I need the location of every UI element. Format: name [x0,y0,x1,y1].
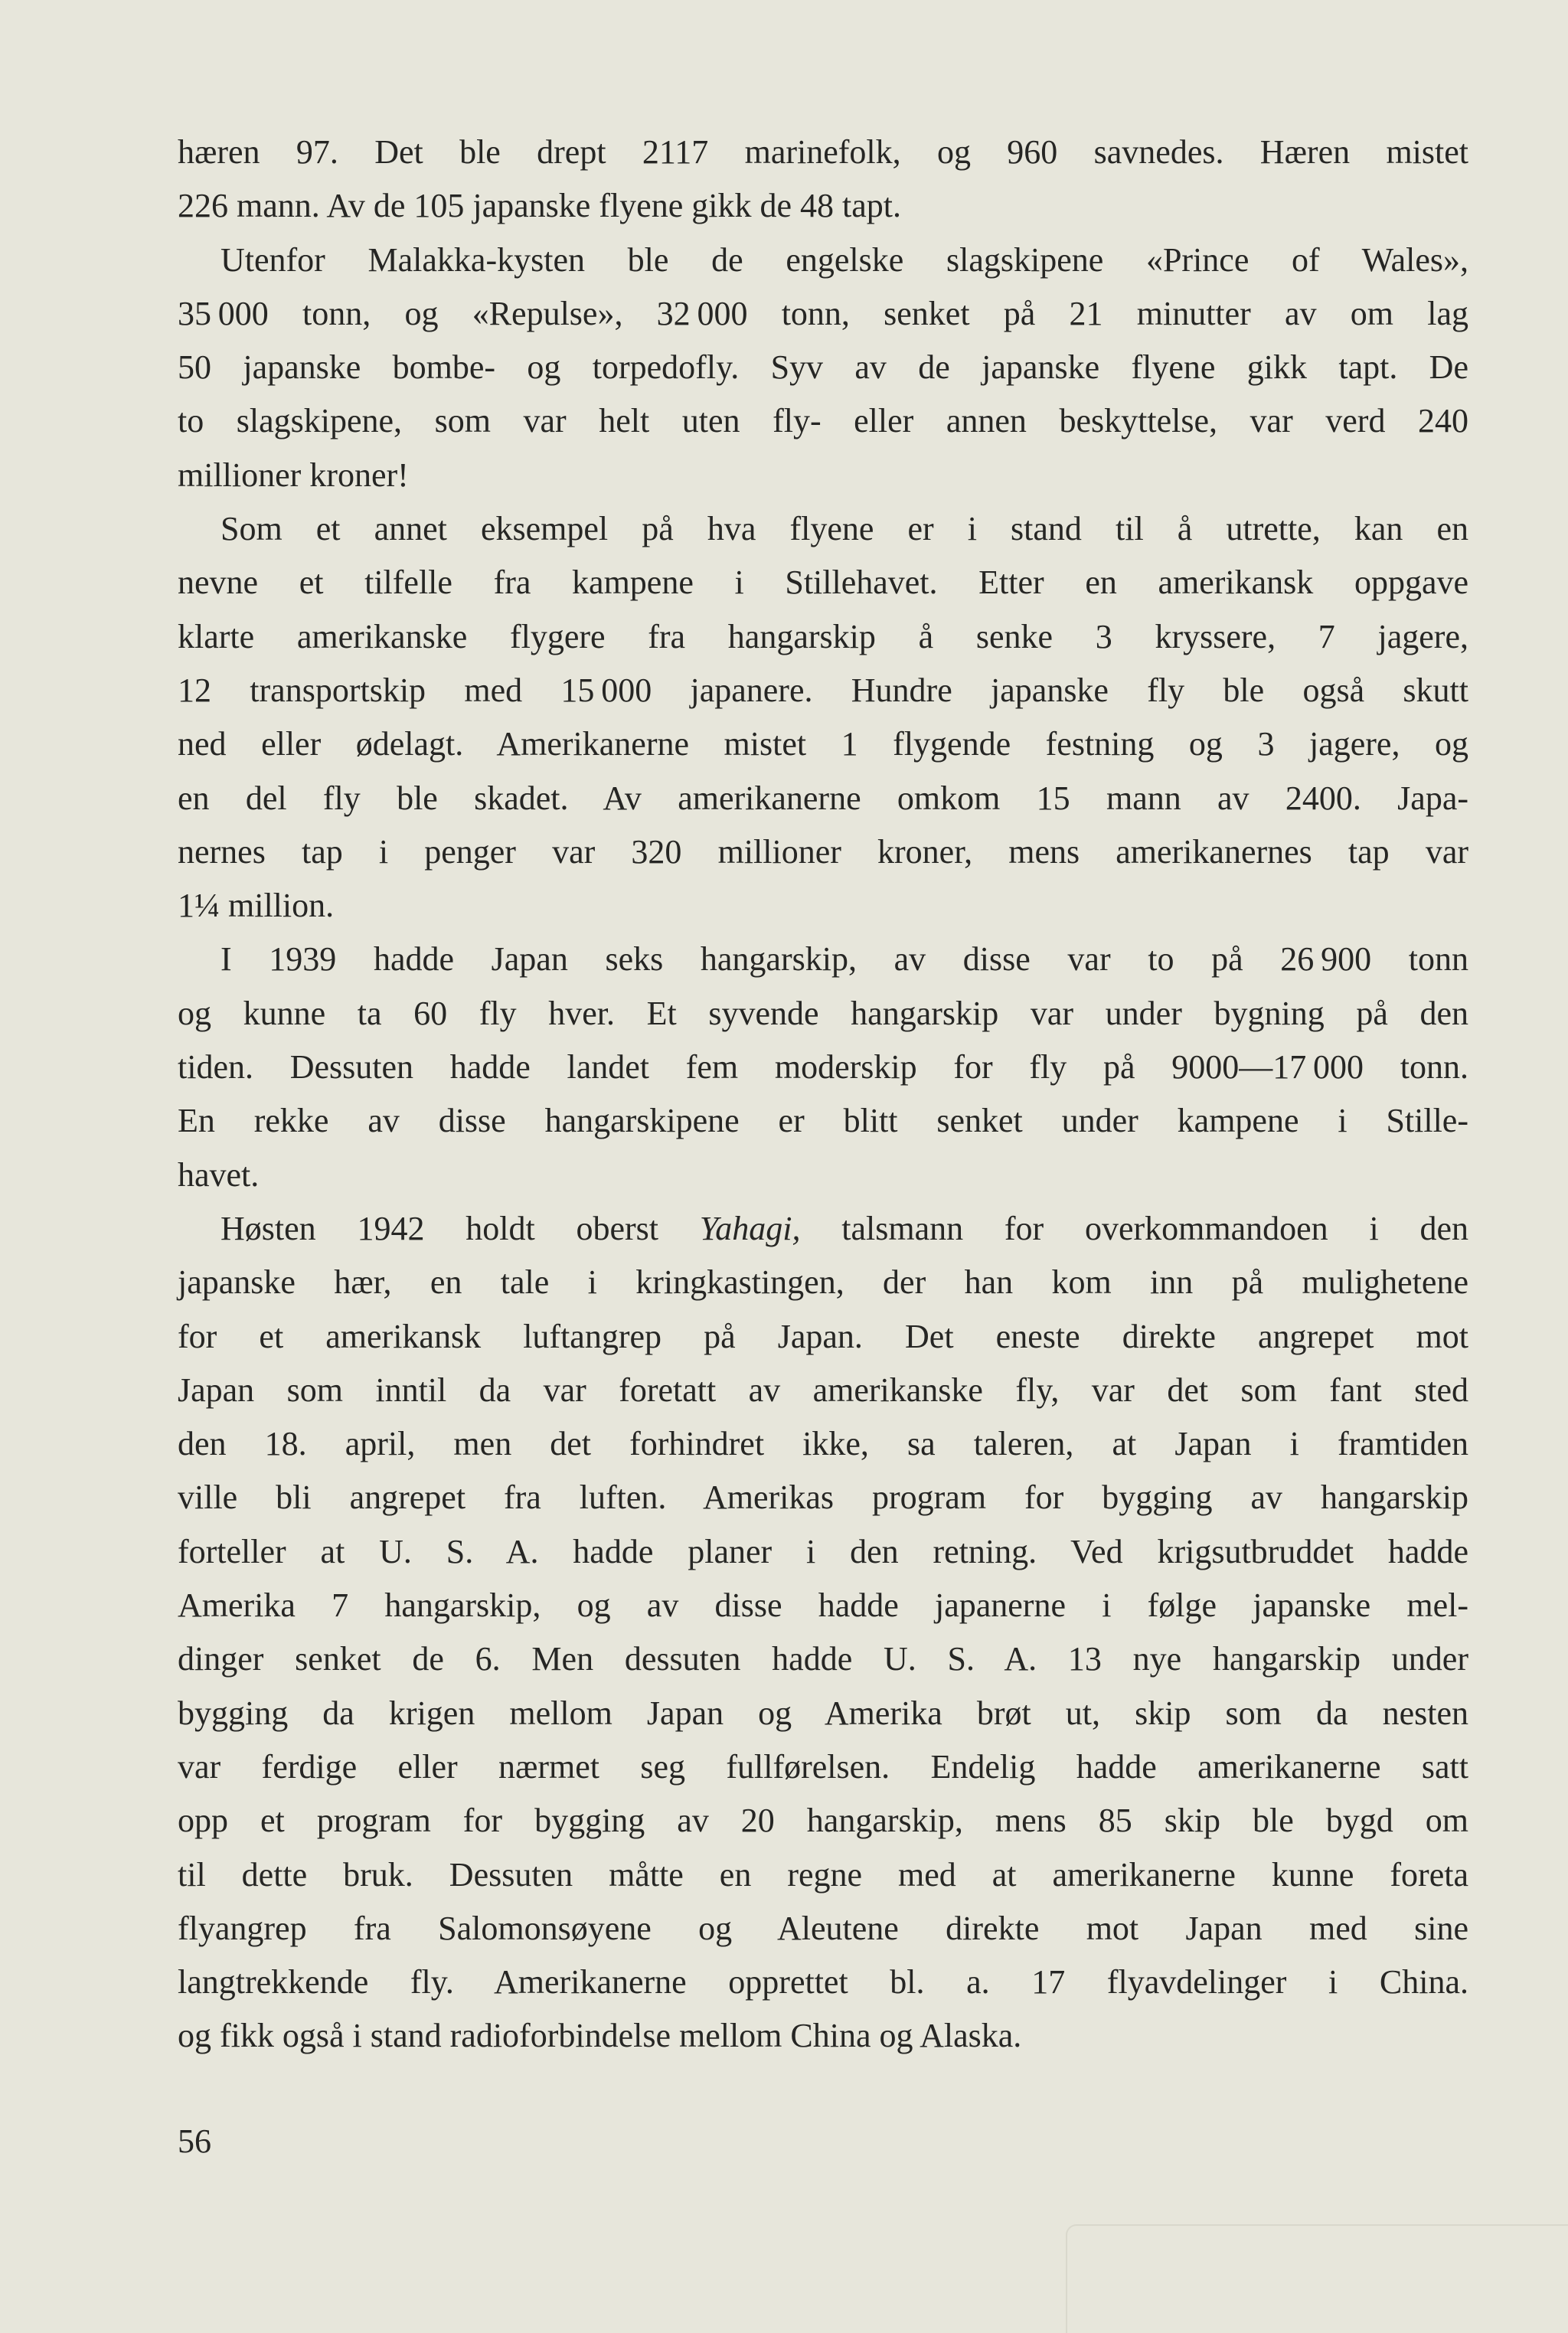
text-line: 12 transportskip med 15 000 japanere. Hundre japanske fly ble også skutt [178,671,1468,709]
text-line: opp et program for bygging av 20 hangarskip, mens 85 skip ble bygd om [178,1802,1468,1840]
text-line: 226 mann. Av de 105 japanske flyene gikk de 48 tapt. [178,187,901,225]
page-number: 56 [178,2122,211,2160]
text-segment: Høsten 1942 holdt oberst [220,1209,700,1247]
paragraph [178,933,1468,1201]
body-text [178,126,1468,2063]
paragraph [178,1202,1468,2063]
text-line: tiden. Dessuten hadde landet fem moderskip for fly på 9000—17 000 tonn. [178,1048,1468,1086]
text-line: havet. [178,1155,260,1194]
text-line: var ferdige eller nærmet seg fullførelsen. Endelig hadde amerikanerne satt [178,1747,1468,1786]
text-line: ned eller ødelagt. Amerikanerne mistet 1 flygende festning og 3 jagere, og [178,725,1468,763]
text-line: Amerika 7 hangarskip, og av disse hadde japanerne i følge japanske mel- [178,1586,1468,1625]
text-line: to slagskipene, som var helt uten fly- eller annen beskyttelse, var verd 240 [178,402,1468,440]
text-line: dinger senket de 6. Men dessuten hadde U. S. A. 13 nye hangarskip under [178,1640,1468,1678]
text-line: den 18. april, men det forhindret ikke, sa taleren, at Japan i framtiden [178,1425,1468,1463]
text-segment: talsmann for overkommandoen i den [800,1209,1468,1247]
text-line: en del fly ble skadet. Av amerikanerne omkom 15 mann av 2400. Japa- [178,779,1468,817]
text-line: for et amerikansk luftangrep på Japan. Det eneste direkte angrepet mot [178,1317,1468,1355]
text-line: og kunne ta 60 fly hver. Et syvende hangarskip var under bygning på den [178,994,1468,1032]
paragraph [178,234,1468,502]
paragraph [178,502,1468,933]
text-line: klarte amerikanske flygere fra hangarskip å senke 3 kryssere, 7 jagere, [178,617,1468,655]
text-line: 50 japanske bombe- og torpedofly. Syv av de japanske flyene gikk tapt. De [178,348,1468,387]
text-line [178,1202,1468,1256]
text-line: nevne et tilfelle fra kampene i Stillehavet. Etter en amerikansk oppgave [178,564,1468,602]
text-line: til dette bruk. Dessuten måtte en regne med at amerikanerne kunne foreta [178,1855,1468,1894]
text-line: En rekke av disse hangarskipene er blitt senket under kampene i Stille- [178,1102,1468,1140]
text-line: millioner kroner! [178,456,409,494]
text-line: forteller at U. S. A. hadde planer i den retning. Ved krigsutbruddet hadde [178,1532,1468,1570]
paragraph [178,126,1468,234]
text-line: 35 000 tonn, og «Repulse», 32 000 tonn, senket på 21 minutter av om lag [178,294,1468,332]
text-line: flyangrep fra Salomonsøyene og Aleutene direkte mot Japan med sine [178,1909,1468,1947]
text-line: Som et annet eksempel på hva flyene er i stand til å utrette, kan en [220,510,1468,548]
text-line: og fikk også i stand radioforbindelse mellom China og Alaska. [178,2017,1022,2055]
text-line: japanske hær, en tale i kringkastingen, der han kom inn på mulighetene [178,1263,1468,1302]
text-line: ville bli angrepet fra luften. Amerikas program for bygging av hangarskip [178,1479,1468,1517]
scan-artifact [1066,2224,1568,2333]
text-line: langtrekkende fly. Amerikanerne opprettet bl. a. 17 flyavdelinger i China. [178,1963,1468,2001]
text-line: I 1939 hadde Japan seks hangarskip, av disse var to på 26 900 tonn [220,940,1468,979]
text-line: bygging da krigen mellom Japan og Amerika brøt ut, skip som da nesten [178,1694,1468,1732]
text-line: hæren 97. Det ble drept 2117 marinefolk, og 960 savnedes. Hæren mistet [178,133,1468,171]
text-line: 1¼ million. [178,887,335,925]
text-line: nernes tap i penger var 320 millioner kroner, mens amerikanernes tap var [178,832,1468,871]
text-line: Japan som inntil da var foretatt av amerikanske fly, var det som fant sted [178,1371,1468,1409]
italic-name: Yahagi, [699,1209,801,1247]
text-line: Utenfor Malakka-kysten ble de engelske slagskipene «Prince of Wales», [220,240,1468,279]
